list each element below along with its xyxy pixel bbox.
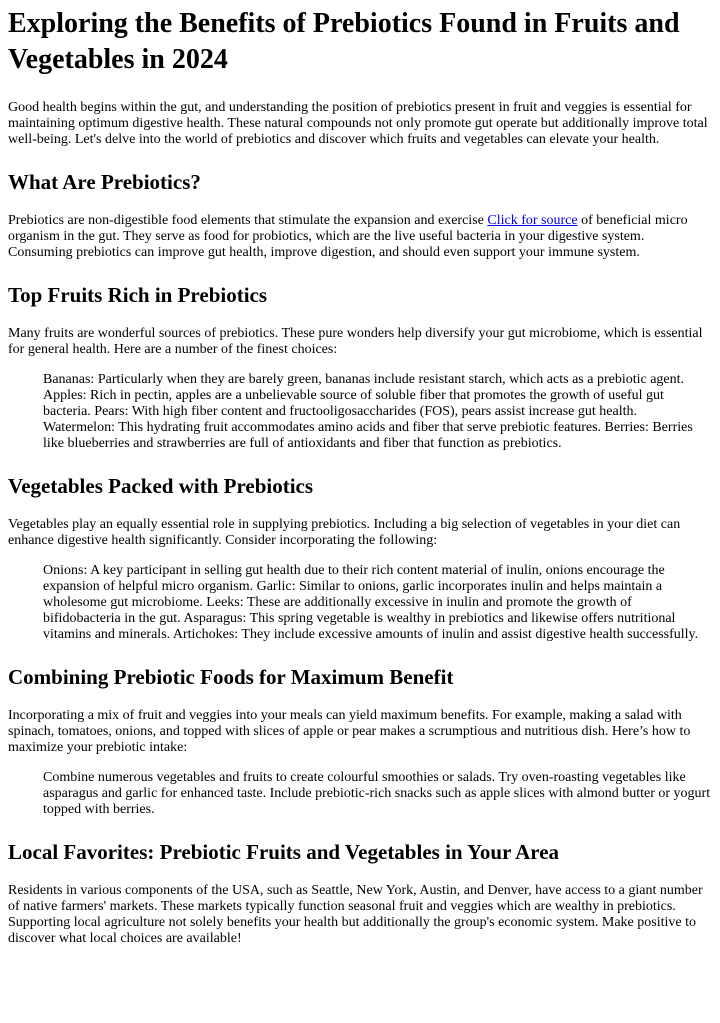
section-heading-vegetables: Vegetables Packed with Prebiotics [8, 474, 314, 498]
combining-intro-paragraph: Incorporating a mix of fruit and veggies into your meals can yield maximum benefits. For example, making a salad with spinach, tomatoes, onions, and topped with slices of apple or pear makes a scrumptious and nutritious dish. Here’s how to maximize your prebiotic intake: [8, 708, 691, 755]
article [0, 6, 712, 947]
intro-paragraph: Good health begins within the gut, and understanding the position of prebiotics present in fruit and veggies is essential for maintaining optimum digestive health. These natural compounds not only promote gut operate but additionally improve total well-being. Let's delve into the world of prebiotics and discover which fruits and vegetables can elevate your health. [8, 100, 708, 147]
local-favorites-paragraph: Residents in various components of the USA, such as Seattle, New York, Austin, and Denver, have access to a giant number of native farmers' markets. These markets typically function seasonal fruit and veggies which are wealthy in prebiotics. Supporting local agriculture not solely benefits your health but additionally the group's economic system. Make positive to discover what local choices are available! [8, 883, 703, 946]
section-heading-local-favorites: Local Favorites: Prebiotic Fruits and Vegetables in Your Area [8, 840, 560, 864]
source-link[interactable]: Click for source [487, 213, 578, 228]
paragraph-text: of beneficial micro organism in the gut. They serve as food for probiotics, which are the live useful bacteria in your digestive system. Consuming prebiotics can improve gut health, improve digestion, and should even support your immune system. [8, 213, 688, 260]
combining-tips-quote: Combine numerous vegetables and fruits to create colourful smoothies or salads. Try oven-roasting vegetables like asparagus and garlic for enhanced taste. Include prebiotic-rich snacks such as apple slices with almond butter or yogurt topped with berries. [43, 770, 711, 817]
paragraph-text: Prebiotics are non-digestible food elements that stimulate the expansion and exercise [8, 213, 488, 228]
fruits-list-quote: Bananas: Particularly when they are barely green, bananas include resistant starch, which acts as a prebiotic agent. Apples: Rich in pectin, apples are a unbelievable source of soluble fiber that promotes the growth of useful gut bacteria. Pears: With high fiber content and fructooligosaccharides (FOS), pears assist increase gut health. Watermelon: This hydrating fruit accommodates amino acids and fiber that serve prebiotic features. Berries: Berries like blueberries and strawberries are full of antioxidants and fiber that function as prebiotics. [43, 372, 693, 451]
vegetables-list-quote: Onions: A key participant in selling gut health due to their rich content material of inulin, onions encourage the expansion of helpful micro organism. Garlic: Similar to onions, garlic incorporates inulin and helps maintain a wholesome gut microbiome. Leeks: These are additionally excessive in inulin and promote the growth of bifidobacteria in the gut. Asparagus: This spring vegetable is wealthy in prebiotics and likewise offers nutritional vitamins and minerals. Artichokes: They include excessive amounts of inulin and assist digestive health successfully. [43, 563, 699, 642]
fruits-intro-paragraph: Many fruits are wonderful sources of prebiotics. These pure wonders help diversify your gut microbiome, which is essential for general health. Here are a number of the finest choices: [8, 326, 703, 357]
prebiotics-definition-paragraph [8, 213, 712, 261]
vegetables-intro-paragraph: Vegetables play an equally essential role in supplying prebiotics. Including a big selection of vegetables in your diet can enhance digestive health significantly. Consider incorporating the following: [8, 517, 681, 548]
section-heading-top-fruits: Top Fruits Rich in Prebiotics [8, 283, 268, 307]
section-heading-what-are-prebiotics: What Are Prebiotics? [8, 170, 201, 194]
section-heading-combining-foods: Combining Prebiotic Foods for Maximum Benefit [8, 665, 454, 689]
page-title: Exploring the Benefits of Prebiotics Found in Fruits and Vegetables in 2024 [8, 8, 680, 75]
